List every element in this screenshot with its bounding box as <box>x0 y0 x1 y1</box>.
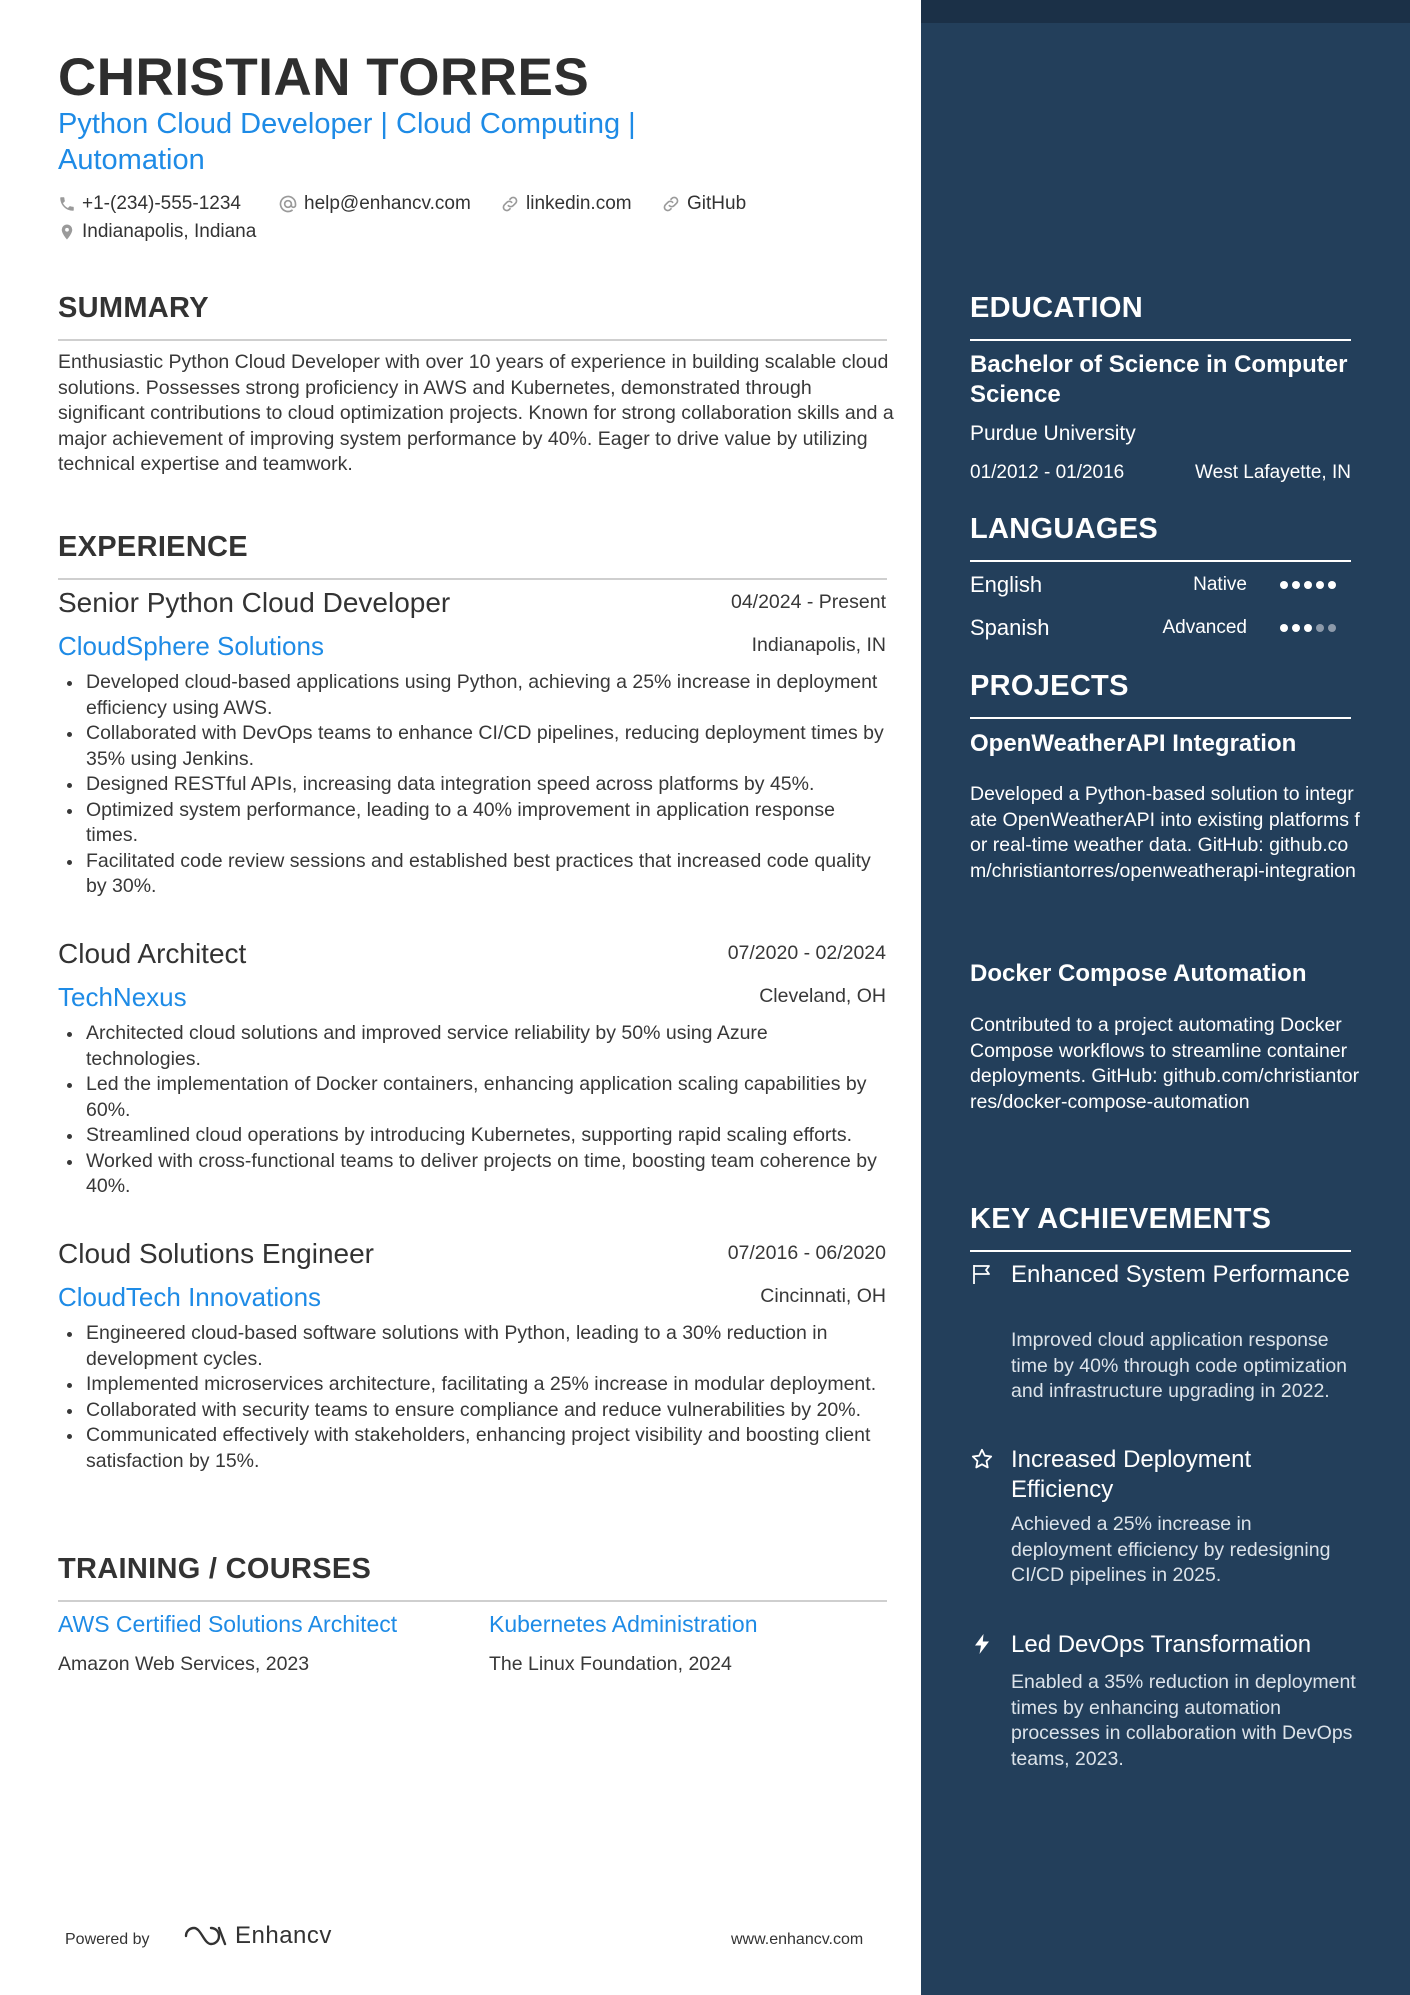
language-proficiency-dots <box>1280 581 1336 589</box>
job-location: Cleveland, OH <box>759 985 886 1007</box>
language-level: Advanced <box>1162 617 1247 638</box>
training-heading: TRAINING / COURSES <box>58 1553 372 1585</box>
email-text: help@enhancv.com <box>304 193 471 214</box>
proficiency-dot-filled <box>1280 581 1288 589</box>
job-dates: 07/2016 - 06/2020 <box>727 1242 886 1264</box>
education-divider <box>970 339 1351 341</box>
achievements-heading: KEY ACHIEVEMENTS <box>970 1203 1272 1235</box>
list-item: Communicated effectively with stakeholders, enhancing project visibility and boosting client satisfaction by 15%. <box>58 1423 884 1474</box>
languages-divider <box>970 560 1351 562</box>
language-level: Native <box>1193 574 1247 595</box>
list-item: Worked with cross-functional teams to deliver projects on time, boosting team coherence by 40%. <box>58 1149 884 1200</box>
education-school: Purdue University <box>970 422 1136 445</box>
job-role: Cloud Solutions Engineer <box>58 1238 374 1269</box>
list-item: Streamlined cloud operations by introducing Kubernetes, supporting rapid scaling efforts. <box>58 1123 884 1149</box>
projects-heading: PROJECTS <box>970 670 1129 702</box>
sidebar-top-strip <box>921 0 1410 23</box>
achievement-title: Enhanced System Performance <box>1011 1261 1350 1288</box>
experience-heading: EXPERIENCE <box>58 531 248 563</box>
achievement-description: Enabled a 35% reduction in deployment times by enhancing automation processes in collaboration with DevOps teams, 2023. <box>1011 1671 1356 1770</box>
list-item: Facilitated code review sessions and established best practices that increased code quality by 30%. <box>58 849 884 900</box>
proficiency-dot-filled <box>1304 624 1312 632</box>
location-pin-icon <box>58 222 76 242</box>
contact-github[interactable] <box>661 193 746 215</box>
footer-url[interactable]: www.enhancv.com <box>731 1931 864 1948</box>
contact-phone[interactable] <box>58 193 241 215</box>
proficiency-dot-filled <box>1280 624 1288 632</box>
education-dates: 01/2012 - 01/2016 <box>970 462 1125 483</box>
project-title: Docker Compose Automation <box>970 960 1307 987</box>
lightning-icon <box>970 1632 994 1656</box>
github-text: GitHub <box>687 193 747 214</box>
proficiency-dot-filled <box>1292 624 1300 632</box>
projects-divider <box>970 717 1351 719</box>
list-item: Architected cloud solutions and improved service reliability by 50% using Azure technologies. <box>58 1021 884 1072</box>
contact-location <box>58 221 256 243</box>
proficiency-dot-filled <box>1292 581 1300 589</box>
enhancv-brand-text: Enhancv <box>235 1922 332 1949</box>
flag-icon <box>970 1262 994 1286</box>
candidate-name: CHRISTIAN TORRES <box>58 48 590 107</box>
job-location: Indianapolis, IN <box>751 634 886 656</box>
languages-heading: LANGUAGES <box>970 513 1158 545</box>
list-item: Collaborated with security teams to ensure compliance and reduce vulnerabilities by 20%. <box>58 1398 884 1424</box>
proficiency-dot-empty <box>1316 624 1324 632</box>
course-title: Kubernetes Administration <box>489 1611 758 1637</box>
summary-text: Enthusiastic Python Cloud Developer with over 10 years of experience in building scalable cloud solutions. Possesses strong proficiency in AWS and Kubernetes, demonstrated through significant contributions to cloud optimization projects. Known for strong collaboration skills and a major achievement of improving system performance by 40%. Eager to drive value by utilizing technical expertise and teamwork. <box>58 351 894 475</box>
job-bullets <box>58 670 884 900</box>
project-description: Contributed to a project automating Docker Compose workflows to streamline container deployments. GitHub: github.com/christiantorres/docker-compose-automation <box>970 1014 1360 1113</box>
language-proficiency-dots <box>1280 624 1336 632</box>
achievements-divider <box>970 1250 1351 1252</box>
language-name: Spanish <box>970 615 1050 640</box>
link-icon <box>500 194 520 214</box>
list-item: Implemented microservices architecture, facilitating a 25% increase in modular deployment. <box>58 1372 884 1398</box>
job-dates: 04/2024 - Present <box>730 591 886 613</box>
contact-email[interactable] <box>278 193 471 215</box>
job-company: CloudTech Innovations <box>58 1282 322 1312</box>
achievement-title: Increased Deployment Efficiency <box>1011 1446 1252 1503</box>
achievement-description: Achieved a 25% increase in deployment efficiency by redesigning CI/CD pipelines in 2025. <box>1011 1513 1331 1586</box>
list-item: Collaborated with DevOps teams to enhance CI/CD pipelines, reducing deployment times by 35% using Jenkins. <box>58 721 884 772</box>
list-item: Engineered cloud-based software solutions with Python, leading to a 30% reduction in development cycles. <box>58 1321 884 1372</box>
enhancv-logo[interactable] <box>183 1922 332 1950</box>
candidate-title: Python Cloud Developer | Cloud Computing | Automation <box>58 108 636 176</box>
at-icon <box>278 194 298 214</box>
course-provider: Amazon Web Services, 2023 <box>58 1653 310 1675</box>
experience-divider <box>58 578 887 580</box>
summary-divider <box>58 339 887 341</box>
enhancv-logo-icon <box>183 1923 229 1949</box>
summary-heading: SUMMARY <box>58 292 209 324</box>
job-location: Cincinnati, OH <box>760 1285 886 1307</box>
list-item: Designed RESTful APIs, increasing data integration speed across platforms by 45%. <box>58 772 884 798</box>
achievement-title: Led DevOps Transformation <box>1011 1631 1312 1658</box>
proficiency-dot-filled <box>1316 581 1324 589</box>
job-bullets <box>58 1321 884 1474</box>
training-divider <box>58 1600 887 1602</box>
proficiency-dot-filled <box>1328 581 1336 589</box>
education-location: West Lafayette, IN <box>1195 462 1351 483</box>
proficiency-dot-filled <box>1304 581 1312 589</box>
phone-text: +1-(234)-555-1234 <box>82 193 241 214</box>
job-dates: 07/2020 - 02/2024 <box>727 942 886 964</box>
project-description: Developed a Python-based solution to integrate OpenWeatherAPI into existing platforms for real-time weather data. GitHub: github.com/christiantorres/openweatherapi-integration <box>970 783 1360 882</box>
education-degree: Bachelor of Science in Computer Science <box>970 351 1348 408</box>
course-title: AWS Certified Solutions Architect <box>58 1611 398 1637</box>
job-company: CloudSphere Solutions <box>58 631 324 661</box>
job-role: Cloud Architect <box>58 938 247 969</box>
link-icon <box>661 194 681 214</box>
star-icon <box>970 1447 994 1471</box>
linkedin-text: linkedin.com <box>526 193 632 214</box>
list-item: Led the implementation of Docker containers, enhancing application scaling capabilities by 60%. <box>58 1072 884 1123</box>
course-provider: The Linux Foundation, 2024 <box>489 1653 732 1675</box>
phone-icon <box>58 195 76 213</box>
job-role: Senior Python Cloud Developer <box>58 587 451 618</box>
contact-linkedin[interactable] <box>500 193 632 215</box>
list-item: Developed cloud-based applications using Python, achieving a 25% increase in deployment efficiency using AWS. <box>58 670 884 721</box>
education-heading: EDUCATION <box>970 292 1143 324</box>
job-company: TechNexus <box>58 982 187 1012</box>
list-item: Optimized system performance, leading to a 40% improvement in application response times. <box>58 798 884 849</box>
powered-by-label: Powered by <box>65 1931 150 1948</box>
achievement-description: Improved cloud application response time by 40% through code optimization and infrastructure upgrading in 2022. <box>1011 1329 1348 1402</box>
language-name: English <box>970 572 1043 597</box>
job-bullets <box>58 1021 884 1200</box>
location-text: Indianapolis, Indiana <box>82 221 257 242</box>
project-title: OpenWeatherAPI Integration <box>970 730 1297 757</box>
proficiency-dot-empty <box>1328 624 1336 632</box>
